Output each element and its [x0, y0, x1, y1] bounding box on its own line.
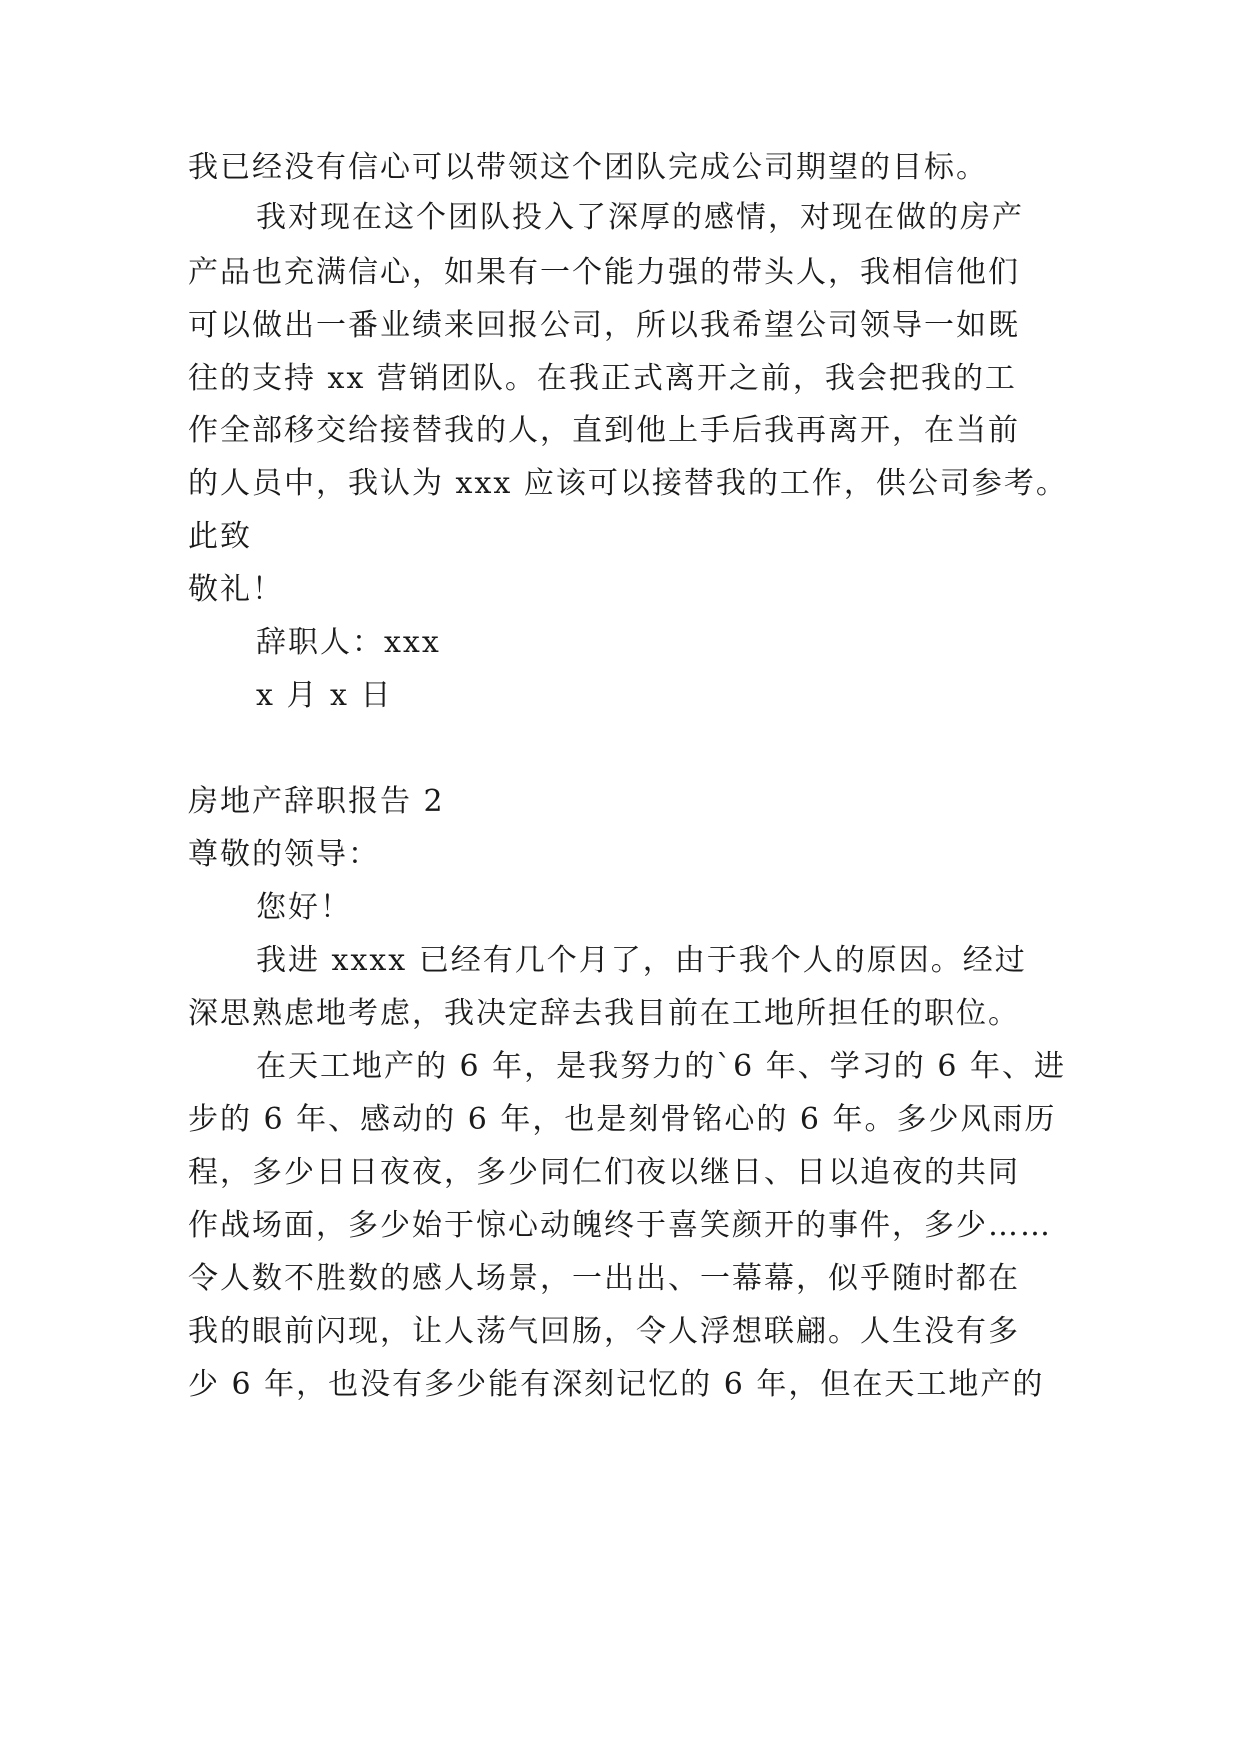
- closing-line: 此致: [188, 519, 252, 554]
- salutation: 尊敬的领导：: [188, 837, 380, 872]
- signature-line: 辞职人：xxx: [256, 625, 441, 660]
- paragraph-line: 的人员中，我认为 xxx 应该可以接替我的工作，供公司参考。: [188, 466, 1068, 501]
- greeting: 您好！: [256, 890, 352, 925]
- paragraph-line: 我已经没有信心可以带领这个团队完成公司期望的目标。: [188, 150, 988, 185]
- section-title: 房地产辞职报告 2: [188, 784, 445, 819]
- paragraph-line: 我的眼前闪现，让人荡气回肠，令人浮想联翩。人生没有多: [188, 1314, 1020, 1349]
- paragraph-line: 往的支持 xx 营销团队。在我正式离开之前，我会把我的工: [188, 361, 1017, 396]
- paragraph-line: 作战场面，多少始于惊心动魄终于喜笑颜开的事件，多少……: [188, 1208, 1052, 1243]
- paragraph-line: 可以做出一番业绩来回报公司，所以我希望公司领导一如既: [188, 308, 1020, 343]
- paragraph-line: 作全部移交给接替我的人，直到他上手后我再离开，在当前: [188, 413, 1020, 448]
- closing-line: 敬礼！: [188, 572, 284, 607]
- paragraph-line: 程，多少日日夜夜，多少同仁们夜以继日、日以追夜的共同: [188, 1155, 1020, 1190]
- paragraph-line: 令人数不胜数的感人场景，一出出、一幕幕，似乎随时都在: [188, 1261, 1020, 1296]
- paragraph-line: 少 6 年，也没有多少能有深刻记忆的 6 年，但在天工地产的: [188, 1367, 1045, 1402]
- paragraph-line: 在天工地产的 6 年，是我努力的`6 年、学习的 6 年、进: [256, 1049, 1066, 1084]
- paragraph-line: 步的 6 年、感动的 6 年，也是刻骨铭心的 6 年。多少风雨历: [188, 1102, 1057, 1137]
- paragraph-line: 产品也充满信心，如果有一个能力强的带头人，我相信他们: [188, 255, 1020, 290]
- paragraph-line: 我进 xxxx 已经有几个月了，由于我个人的原因。经过: [256, 943, 1027, 978]
- paragraph-line: 我对现在这个团队投入了深厚的感情，对现在做的房产: [256, 200, 1024, 235]
- date-line: x 月 x 日: [256, 678, 393, 713]
- paragraph-line: 深思熟虑地考虑，我决定辞去我目前在工地所担任的职位。: [188, 996, 1020, 1031]
